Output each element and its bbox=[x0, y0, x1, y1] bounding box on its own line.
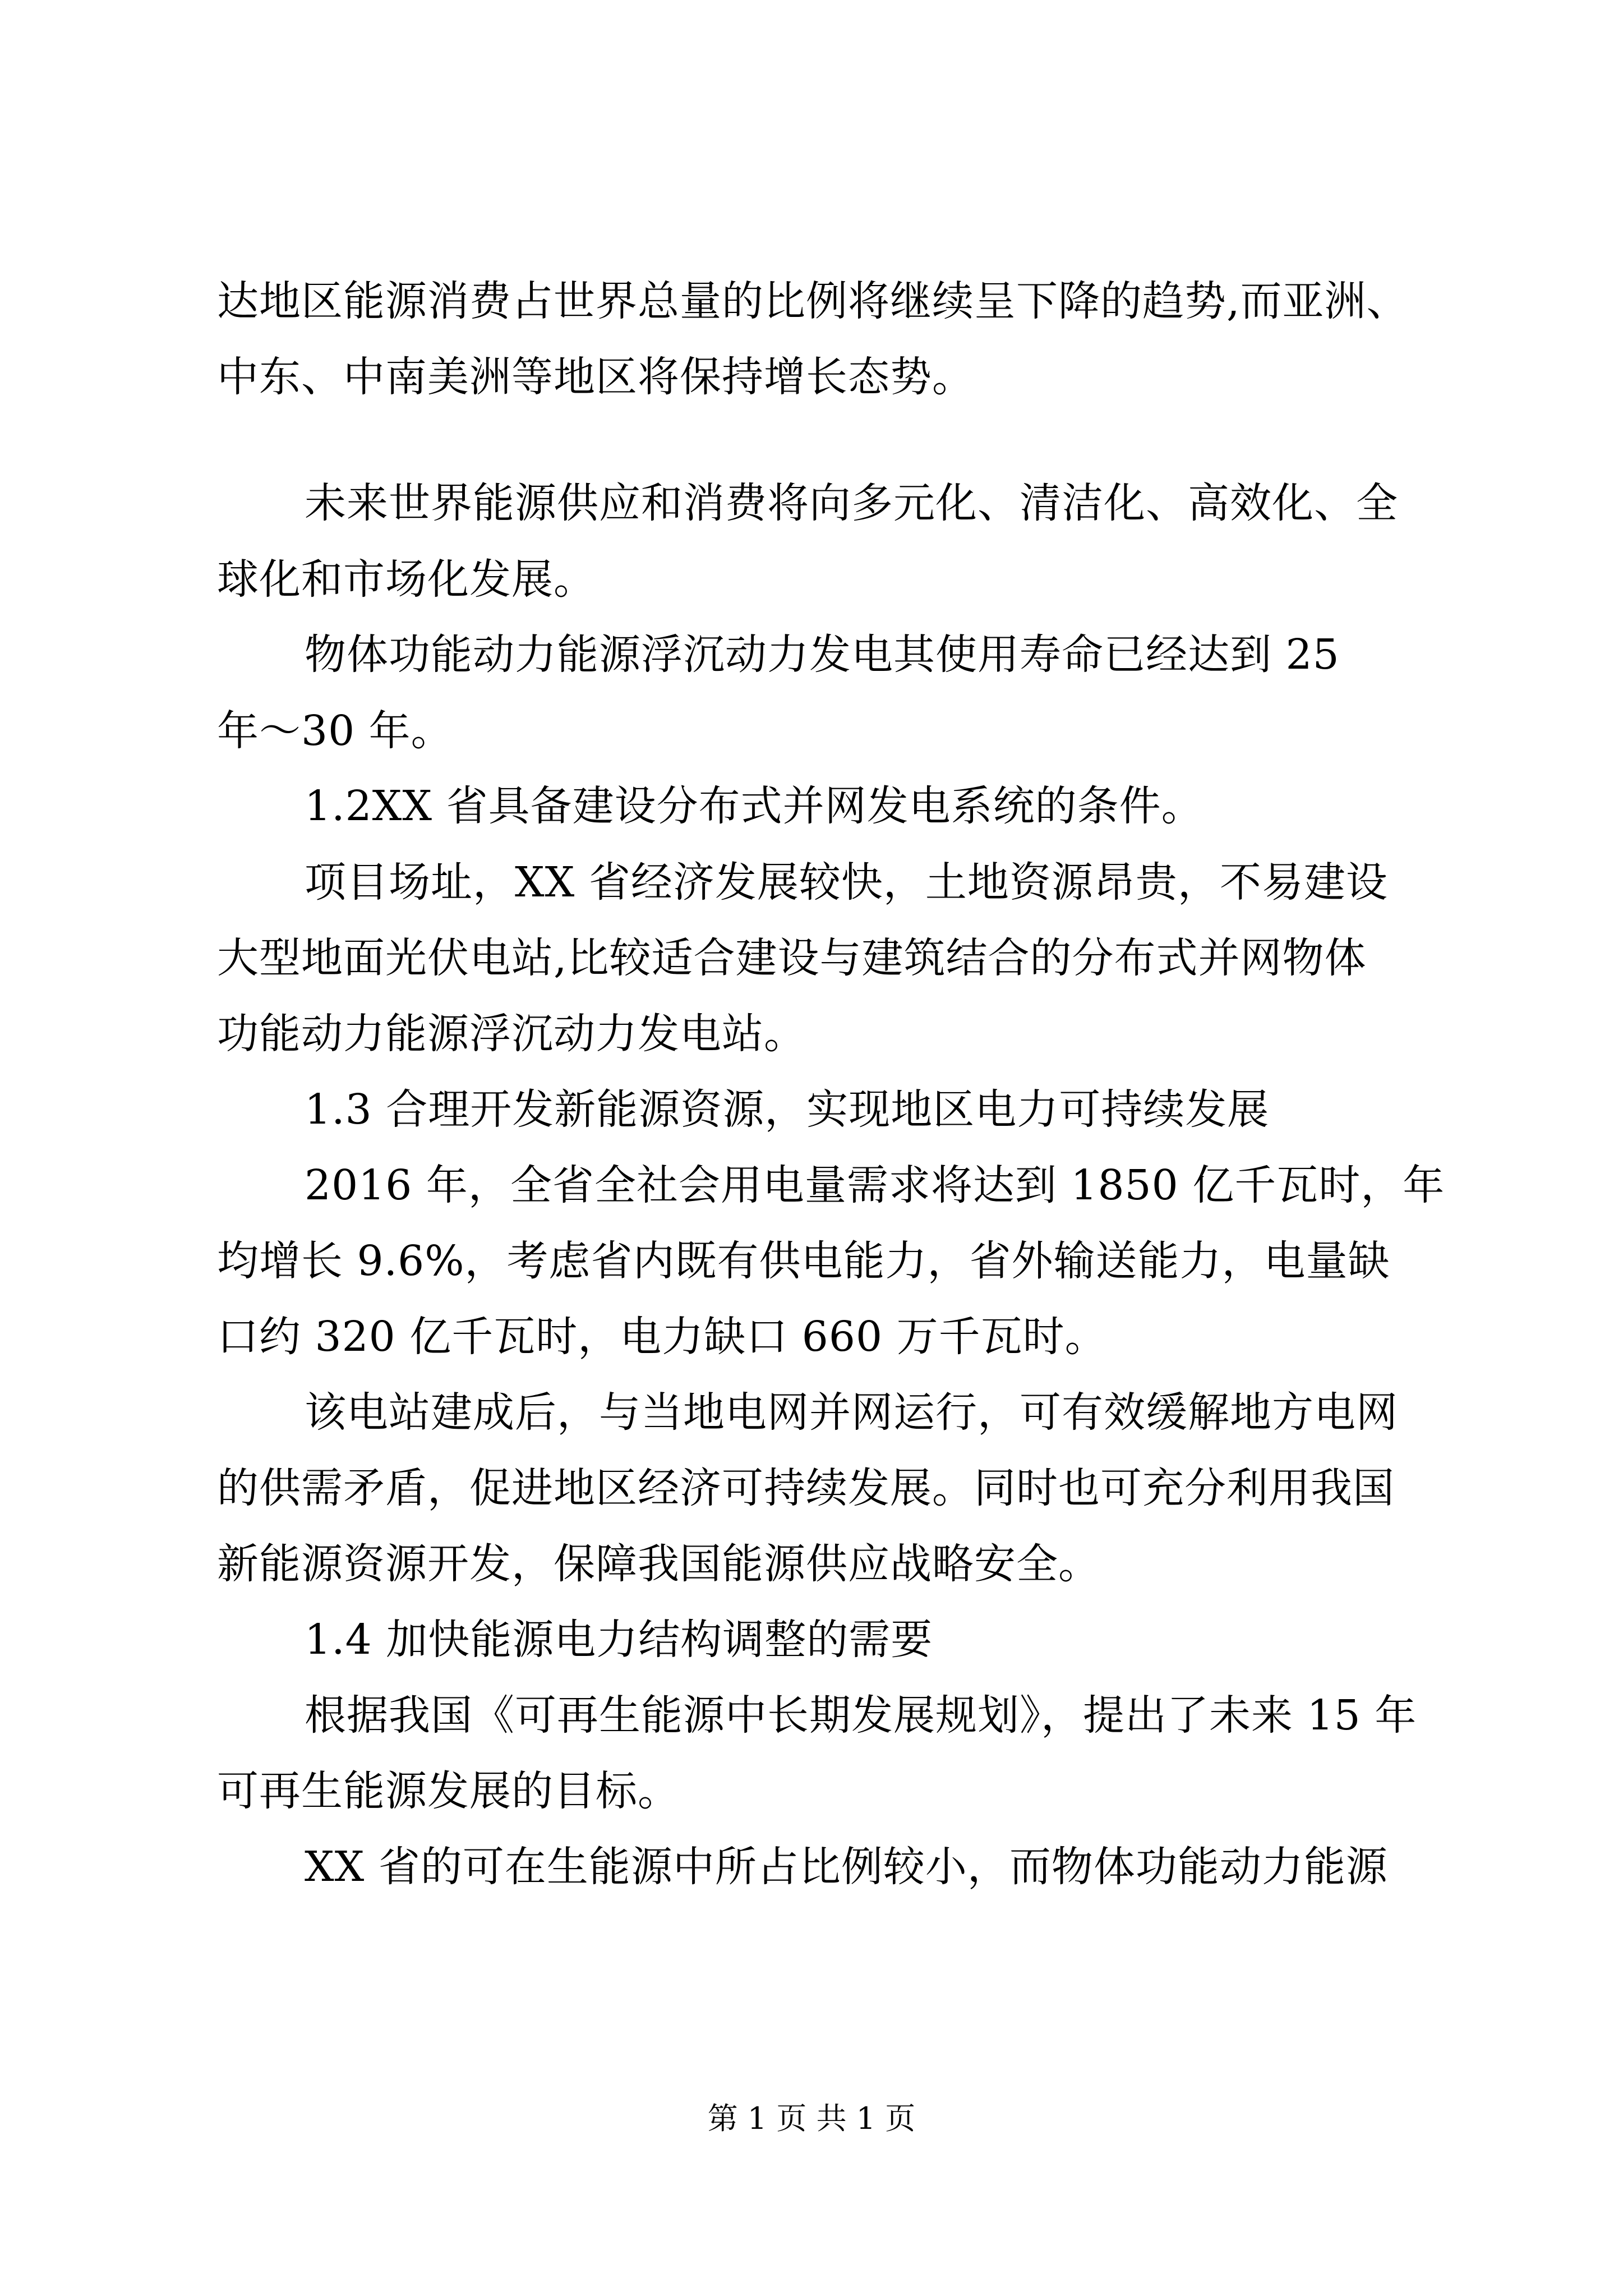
section-heading: 1.4 加快能源电力结构调整的需要 bbox=[305, 1616, 933, 1664]
text-line: 功能动力能源浮沉动力发电站。 bbox=[217, 1010, 806, 1058]
text-line: 项目场址，XX 省经济发展较快，土地资源昂贵，不易建设 bbox=[305, 858, 1388, 907]
page-footer: 第 1 页 共 1 页 bbox=[707, 2101, 916, 2136]
text-line: 球化和市场化发展。 bbox=[217, 555, 596, 604]
text-line: 达地区能源消费占世界总量的比例将继续呈下降的趋势,而亚洲、 bbox=[217, 277, 1409, 325]
text-line: 根据我国《可再生能源中长期发展规划》，提出了未来 15 年 bbox=[305, 1691, 1417, 1740]
text-line: 中东、中南美洲等地区将保持增长态势。 bbox=[217, 353, 974, 401]
text-line: 年～30 年。 bbox=[217, 707, 453, 755]
text-line: XX 省的可在生能源中所占比例较小，而物体功能动力能源 bbox=[305, 1843, 1388, 1891]
text-line: 2016 年，全省全社会用电量需求将达到 1850 亿千瓦时，年 bbox=[305, 1161, 1445, 1209]
text-line: 该电站建成后，与当地电网并网运行，可有效缓解地方电网 bbox=[305, 1388, 1398, 1437]
text-line: 未来世界能源供应和消费将向多元化、清洁化、高效化、全 bbox=[305, 479, 1398, 527]
text-line: 的供需矛盾，促进地区经济可持续发展。同时也可充分利用我国 bbox=[217, 1464, 1395, 1512]
text-line: 均增长 9.6%，考虑省内既有供电能力，省外输送能力，电量缺 bbox=[217, 1237, 1390, 1285]
section-heading: 1.2XX 省具备建设分布式并网发电系统的条件。 bbox=[305, 782, 1204, 830]
text-line: 物体功能动力能源浮沉动力发电其使用寿命已经达到 25 bbox=[305, 631, 1340, 679]
section-heading: 1.3 合理开发新能源资源，实现地区电力可持续发展 bbox=[305, 1085, 1270, 1134]
text-line: 新能源资源开发，保障我国能源供应战略安全。 bbox=[217, 1540, 1100, 1588]
text-line: 口约 320 亿千瓦时，电力缺口 660 万千瓦时。 bbox=[217, 1313, 1107, 1361]
text-line: 大型地面光伏电站,比较适合建设与建筑结合的分布式并网物体 bbox=[217, 934, 1367, 982]
text-line: 可再生能源发展的目标。 bbox=[217, 1767, 680, 1815]
